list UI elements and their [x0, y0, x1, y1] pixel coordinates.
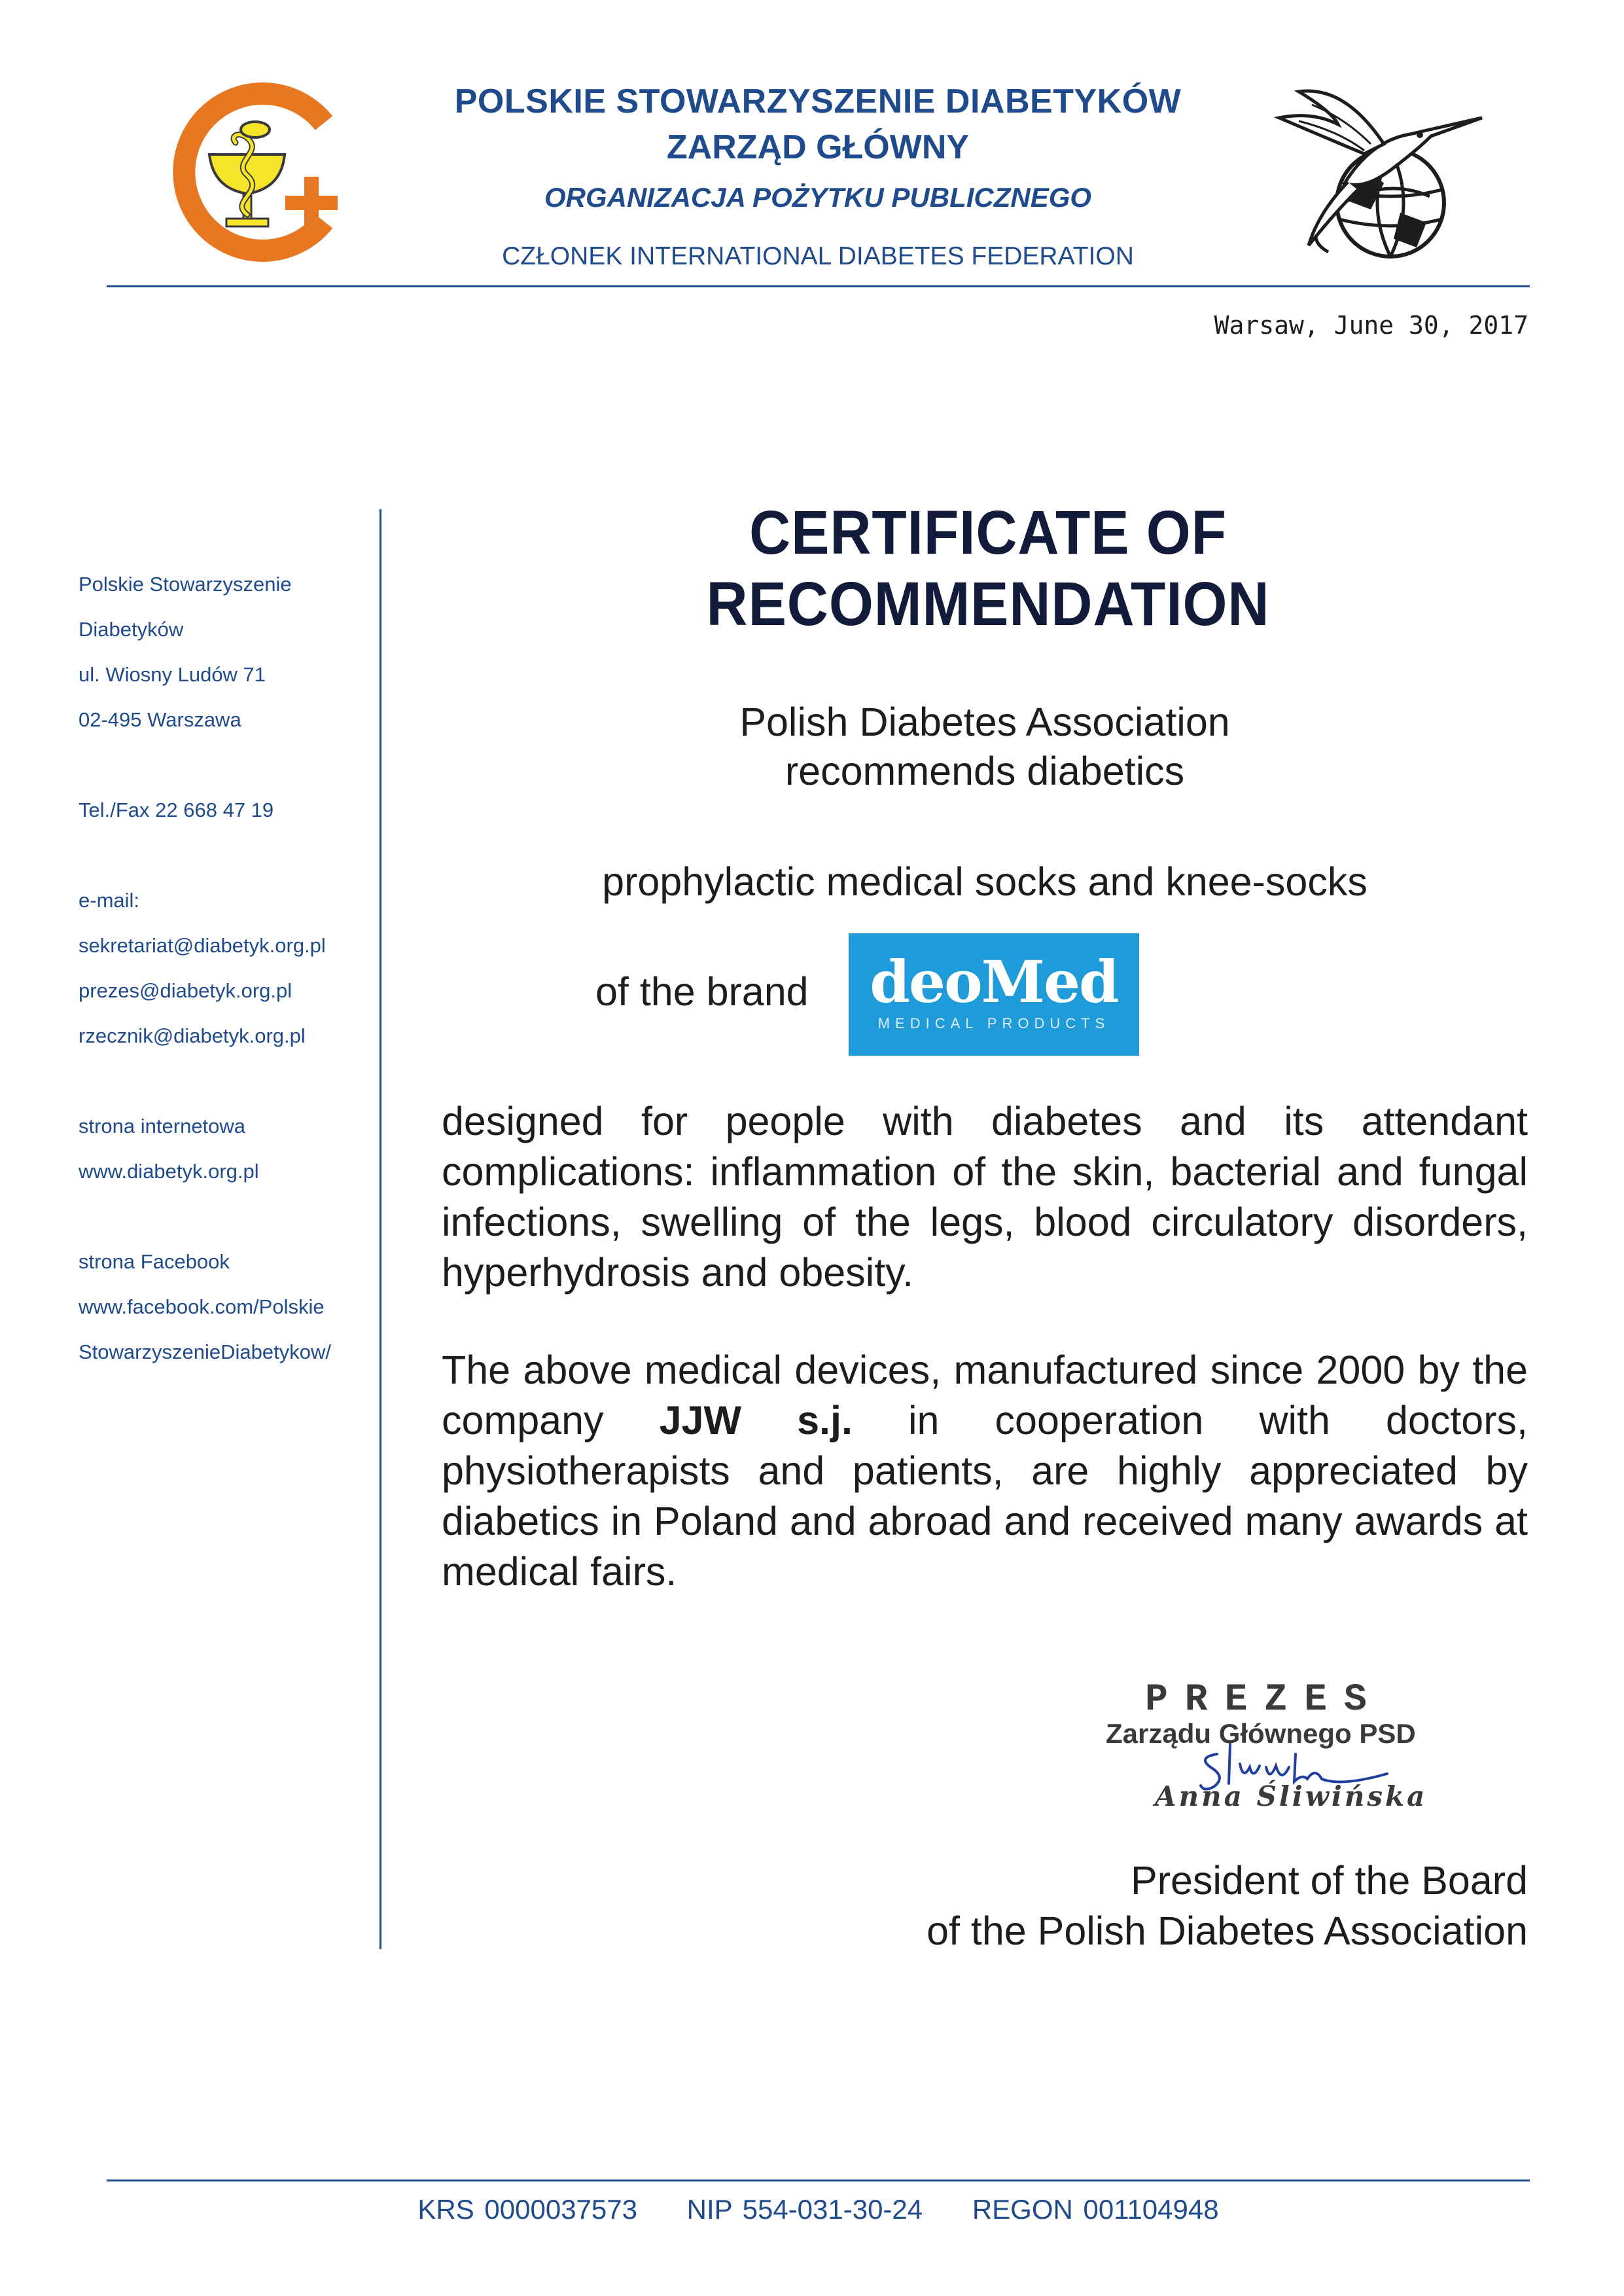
stamp-name: Anna Śliwińska: [1155, 1780, 1428, 1812]
intro-line: Polish Diabetes Association: [739, 700, 1230, 744]
company-name: JJW s.j.: [659, 1398, 853, 1443]
sidebar-address-line: ul. Wiosny Ludów 71: [79, 663, 266, 686]
sidebar-facebook-label: strona Facebook: [79, 1250, 230, 1273]
hummingbird-globe-icon: [1260, 72, 1495, 268]
manufacturer-paragraph: [442, 1345, 1528, 1597]
manufacturer-text: The above medical devices, manufactured since 2000 by the company: [442, 1348, 1528, 1443]
description-paragraph: designed for people with diabetes and its attendant complications: inflammation of the skin, bacterial and fungal infections, swelling of the legs, blood circulatory disorders, hyperhydrosis and obesity.: [442, 1099, 1528, 1295]
deomed-logo: [849, 933, 1139, 1056]
sidebar-email[interactable]: rzecznik@diabetyk.org.pl: [79, 1024, 306, 1047]
stamp-title: PREZES: [1145, 1679, 1384, 1721]
products-line: prophylactic medical socks and knee-socks: [602, 859, 1368, 904]
signatory-role: President of the Board: [1131, 1858, 1528, 1903]
letter-date: Warsaw, June 30, 2017: [1214, 311, 1528, 340]
sidebar-email[interactable]: prezes@diabetyk.org.pl: [79, 979, 292, 1002]
org-name: POLSKIE STOWARZYSZENIE DIABETYKÓW: [454, 82, 1182, 120]
sidebar-phone: Tel./Fax 22 668 47 19: [79, 798, 274, 821]
sidebar-address-line: Diabetyków: [79, 618, 184, 641]
manufacturer-text: in cooperation with doctors, physiotherapists and patients, are highly appreciated by diabetics in Poland and abroad and received many awards at medical fairs.: [442, 1398, 1528, 1594]
sidebar-spacer: [79, 1194, 373, 1239]
certificate-title: CERTIFICATE OF RECOMMENDATION: [706, 498, 1270, 639]
intro-line: recommends diabetics: [785, 749, 1185, 793]
stamp-board: Zarządu Głównego PSD: [1106, 1718, 1416, 1749]
sidebar-divider: [380, 509, 381, 1949]
sidebar-address-line: Polskie Stowarzyszenie: [79, 573, 292, 596]
footer-registry: [107, 2194, 1530, 2225]
sidebar-spacer: [79, 742, 373, 787]
sidebar-spacer: [79, 1058, 373, 1103]
footer-nip: NIP 554-031-30-24: [686, 2194, 923, 2225]
brand-label: of the brand: [595, 969, 809, 1014]
signatory-role: of the Polish Diabetes Association: [927, 1909, 1528, 1953]
org-opp-status: ORGANIZACJA POŻYTKU PUBLICZNEGO: [544, 182, 1092, 213]
psd-logo-icon: [164, 77, 353, 267]
sidebar-facebook-link[interactable]: StowarzyszenieDiabetykow/: [79, 1340, 331, 1363]
sidebar-email[interactable]: sekretariat@diabetyk.org.pl: [79, 934, 326, 957]
sidebar-spacer: [79, 833, 373, 878]
sidebar-facebook-link[interactable]: www.facebook.com/Polskie: [79, 1295, 325, 1318]
footer-krs: KRS 0000037573: [417, 2194, 637, 2225]
sidebar-web-label: strona internetowa: [79, 1115, 246, 1138]
deomed-logo-subtitle: MEDICAL PRODUCTS: [877, 1015, 1110, 1031]
sidebar-address-line: 02-495 Warszawa: [79, 708, 241, 731]
sidebar-email-label: e-mail:: [79, 889, 140, 912]
org-subtitle: ZARZĄD GŁÓWNY: [666, 128, 970, 166]
sidebar-web-link[interactable]: www.diabetyk.org.pl: [79, 1160, 259, 1183]
deomed-logo-word: deoMed: [870, 948, 1118, 1016]
sidebar-contact: [79, 562, 373, 1374]
header-divider: [107, 285, 1530, 287]
footer-divider: [107, 2179, 1530, 2181]
org-idf-membership: CZŁONEK INTERNATIONAL DIABETES FEDERATION: [502, 242, 1134, 270]
footer-regon: REGON 001104948: [972, 2194, 1219, 2225]
